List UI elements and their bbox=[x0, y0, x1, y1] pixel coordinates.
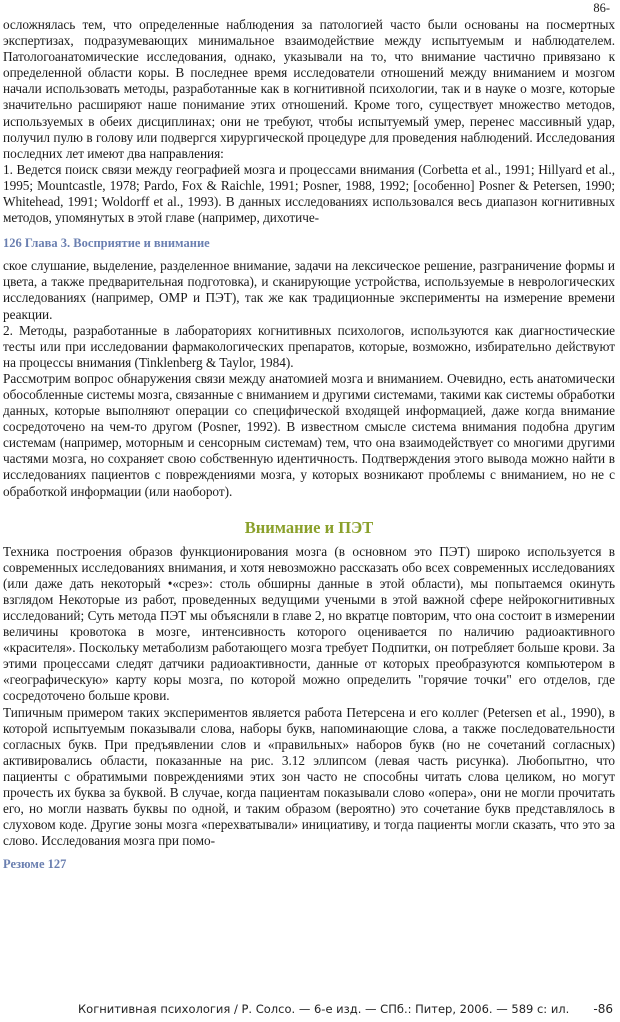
running-head-chapter: 126 Глава 3. Восприятие и внимание bbox=[3, 236, 210, 251]
paragraph-direction-1: 1. Ведется поиск связи между географией мозга и процессами внимания (Corbetta et al., 1991; Hillyard et al., 1995; Mountcastle, 1978; Pardo, Fox & Raichle, 1991; Posner, 1988, 1992; [особенно] Posner & Petersen, 1990; Whitehead, 1991; Woldorff et al., 1993). В данных исследованиях использовался весь диапазон когнитивных методов, упомянутых в этой главе (например, дихотиче- bbox=[3, 161, 615, 226]
paragraph-direction-2: 2. Методы, разработанные в лабораториях когнитивных психологов, используются как диагностические тесты или при исследовании фармакологических препаратов, которые, возможно, избирательно действуют на процессы внимания (Tinklenberg & Taylor, 1984). bbox=[3, 322, 615, 370]
paragraph-continuation: ское слушание, выделение, разделенное внимание, задачи на лексическое решение, разграничение формы и цвета, а также предварительная подготовка), и сканирующие устройства, используемые в неврологических исследованиях (например, ОМР и ПЭТ), так же как традиционные эксперименты на измерение времени реакции. bbox=[3, 258, 615, 322]
section-title: Внимание и ПЭТ bbox=[244, 517, 374, 537]
page-body bbox=[3, 17, 615, 879]
paragraph-pet-technique: Техника построения образов функционирования мозга (в основном это ПЭТ) широко используется в современных исследованиях внимания, и хотя невозможно рассказать обо всех современных исследованиях (или даже дать некоторый •«срез»: столь обширны данные в этой области), мы попытаемся окинуть взглядом Некоторые из работ, проведенных ведущими учеными в этой важной сфере нейрокогнитивных исследований; Суть метода ПЭТ мы объясняли в главе 2, но вкратце повторим, что она состоит в измерении величины кровотока в мозге, интенсивность которого оценивается по наличию радиоактивного «красителя». Поскольку метаболизм работающего мозга требует Подпитки, он потребляет больше крови. За этими процессами следят датчики радиоактивности, данные от которых преобразуются компьютером в «географическую» карту коры мозга, по которой можно определить "горячие точки" его отделов, где сосредоточено больше крови. bbox=[3, 543, 615, 704]
paragraph-intro: осложнялась тем, что определенные наблюдения за патологией часто были основаны на посмертных экспертизах, подразумевающих минимальное взаимодействие между испытуемым и наблюдателем. Патологоанатомические исследования, однако, указывали на то, что внимание частично привязано к определенной области коры. В последнее время исследователи отношений между вниманием и мозгом начали использовать методы, разработанные как в когнитивной психологии, так и в науке о мозге, которые значительно расширяют наше понимание этих отношений. Кроме того, существует множество методов, используемых в обеих дисциплинах; они не требуют, чтобы испытуемый умер, перенес массивный удар, получил пулю в голову или подвергся хирургической процедуре для проведения наблюдений. Исследования последних лет имеют два направления: bbox=[3, 17, 615, 161]
paragraph-anatomy: Рассмотрим вопрос обнаружения связи между анатомией мозга и вниманием. Очевидно, есть анатомически обособленные системы мозга, связанные с вниманием и другими системами, такими как системы обработки данных, которые выполняют операции со специфической входящей информацией, даже когда внимание сосредоточено на чем-то другом (Posner, 1992). В известном смысле система внимания подобна другим системам (например, моторным и сенсорным системам) тем, что она взаимодействует со многими другими частями мозга, но сохраняет свою собственную идентичность. Подтверждения этого вывода можно найти в исследованиях пациентов с повреждениями мозга, у которых возникают проблемы с вниманием, но не с обработкой информации (или наоборот). bbox=[3, 370, 615, 499]
footer-citation: Когнитивная психология / Р. Солсо. — 6-е изд. — СПб.: Питер, 2006. — 589 с: ил. bbox=[78, 1002, 570, 1016]
running-head-summary: Резюме 127 bbox=[3, 857, 67, 872]
page-number-top: 86- bbox=[593, 1, 610, 15]
paragraph-petersen: Типичным примером таких экспериментов является работа Петерсена и его коллег (Petersen et al., 1990), в которой испытуемым показывали слова, наборы букв, напоминающие слова, а также последовательности согласных букв. При предъявлении слов и «правильных» наборов букв (но не сочетаний согласных) активировались области, показанные на рис. 3.12 эллипсом (левая часть рисунка). Любопытно, что пациенты с обратимыми повреждениями этих зон часто не способны читать слова целиком, но могут прочесть их буква за буквой. В случае, когда пациентам показывали слово «опера», они не могли прочитать его, но могли назвать буквы по одной, и таким образом (вероятно) это сочетание букв представлялось в слуховом коде. Другие зоны мозга «перехватывали» инициативу, и тогда пациенты могли сказать, что это за слово. Исследования мозга при помо- bbox=[3, 704, 615, 849]
page-number-bottom: -86 bbox=[593, 1002, 613, 1016]
